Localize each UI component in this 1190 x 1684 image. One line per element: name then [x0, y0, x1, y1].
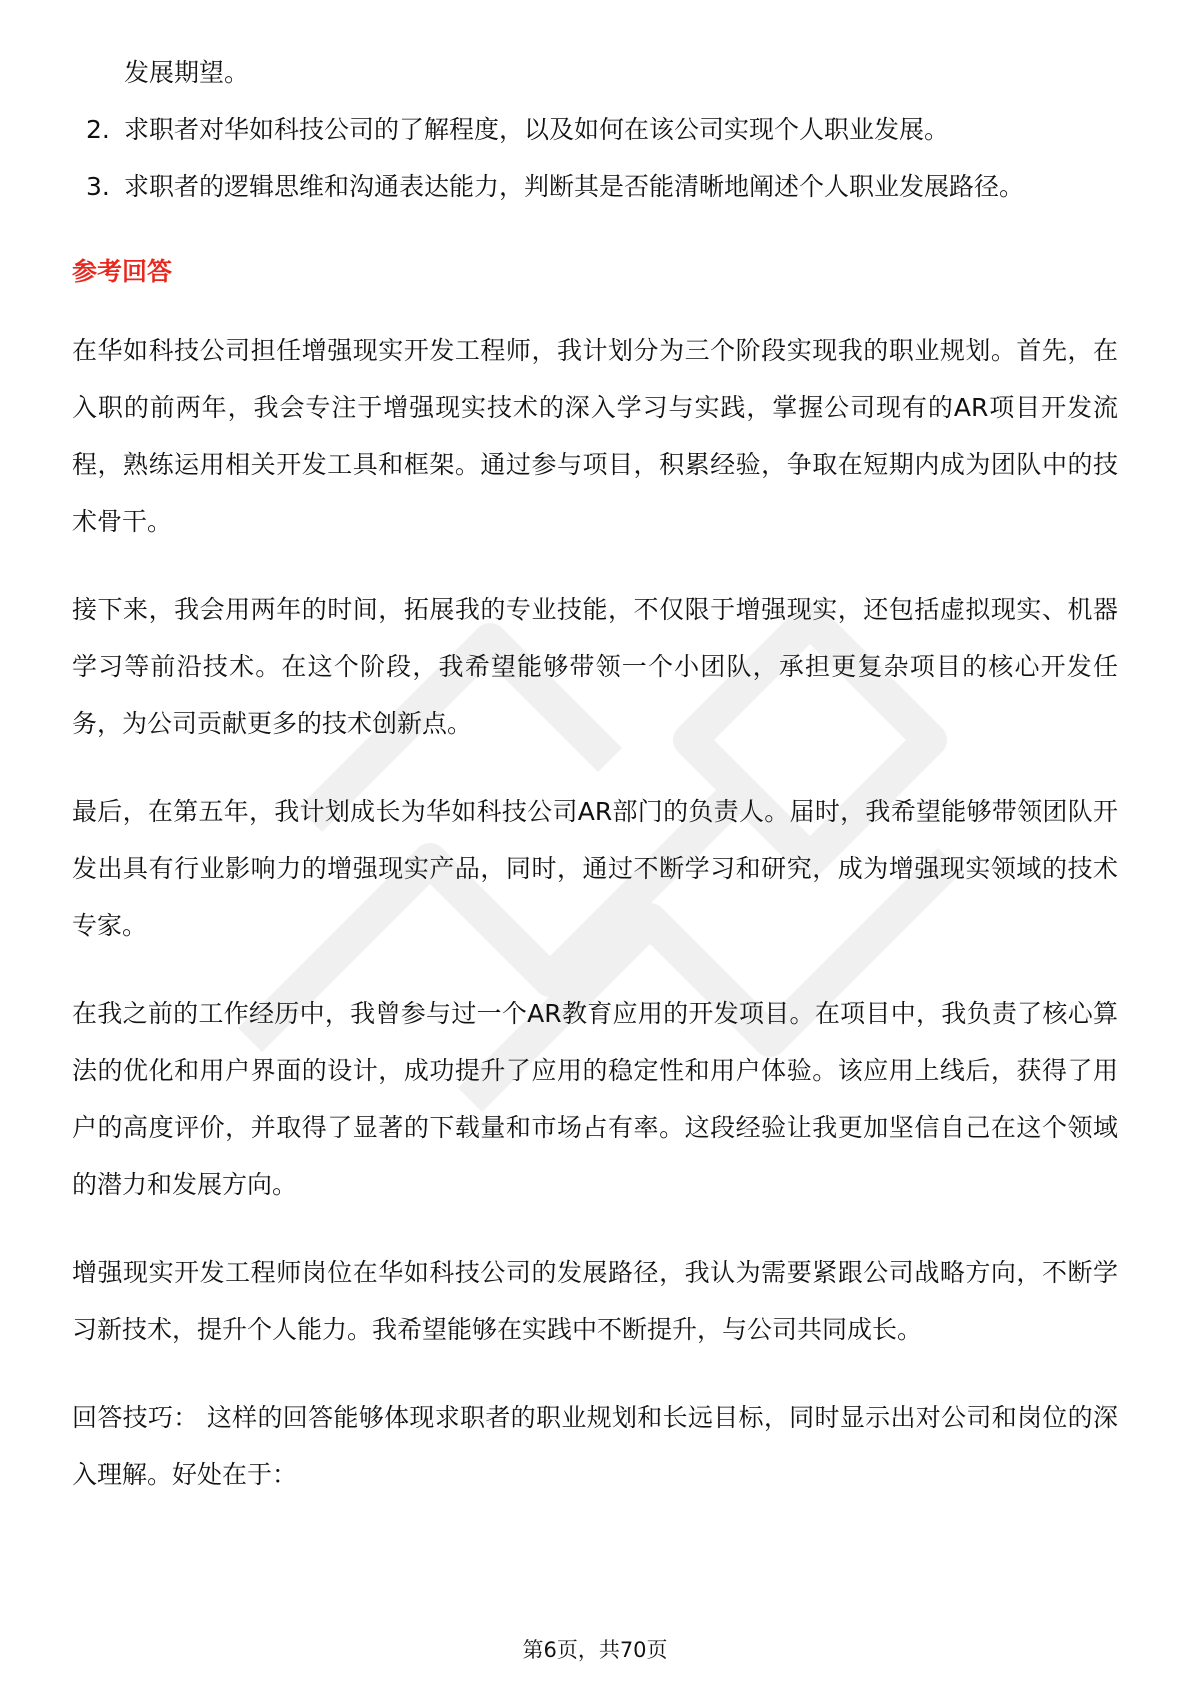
evaluation-points-list	[72, 101, 1118, 215]
answer-paragraph-3: 最后，在第五年，我计划成长为华如科技公司AR部门的负责人。届时，我希望能够带领团队开发出具有行业影响力的增强现实产品，同时，通过不断学习和研究，成为增强现实领域的技术专家。	[72, 797, 1118, 940]
list-item	[72, 101, 1118, 158]
answer-paragraph-1: 在华如科技公司担任增强现实开发工程师，我计划分为三个阶段实现我的职业规划。首先，在入职的前两年，我会专注于增强现实技术的深入学习与实践，掌握公司现有的AR项目开发流程，熟练运用相关开发工具和框架。通过参与项目，积累经验，争取在短期内成为团队中的技术骨干。	[72, 336, 1118, 536]
list-item	[72, 158, 1118, 215]
answer-paragraph-5: 增强现实开发工程师岗位在华如科技公司的发展路径，我认为需要紧跟公司战略方向，不断学习新技术，提升个人能力。我希望能够在实践中不断提升，与公司共同成长。	[72, 1258, 1118, 1344]
list-item-text: 求职者的逻辑思维和沟通表达能力，判断其是否能清晰地阐述个人职业发展路径。	[124, 172, 1025, 201]
section-heading-reference-answer: 参考回答	[72, 257, 173, 286]
list-item-text: 求职者对华如科技公司的了解程度，以及如何在该公司实现个人职业发展。	[124, 115, 950, 144]
list-item-continuation: 发展期望。	[124, 58, 250, 87]
document-body	[72, 44, 1118, 1534]
answer-paragraph-4: 在我之前的工作经历中，我曾参与过一个AR教育应用的开发项目。在项目中，我负责了核心算法的优化和用户界面的设计，成功提升了应用的稳定性和用户体验。该应用上线后，获得了用户的高度评价，并取得了显著的下载量和市场占有率。这段经验让我更加坚信自己在这个领域的潜力和发展方向。	[72, 999, 1118, 1199]
list-item-number: 3.	[86, 172, 110, 201]
page-number-footer: 第6页，共70页	[522, 1638, 668, 1662]
answer-paragraph-2: 接下来，我会用两年的时间，拓展我的专业技能，不仅限于增强现实，还包括虚拟现实、机器学习等前沿技术。在这个阶段，我希望能够带领一个小团队，承担更复杂项目的核心开发任务，为公司贡献更多的技术创新点。	[72, 595, 1118, 738]
answer-tips-paragraph: 回答技巧： 这样的回答能够体现求职者的职业规划和长远目标，同时显示出对公司和岗位的深入理解。好处在于：	[72, 1403, 1118, 1489]
list-item-number: 2.	[86, 115, 110, 144]
